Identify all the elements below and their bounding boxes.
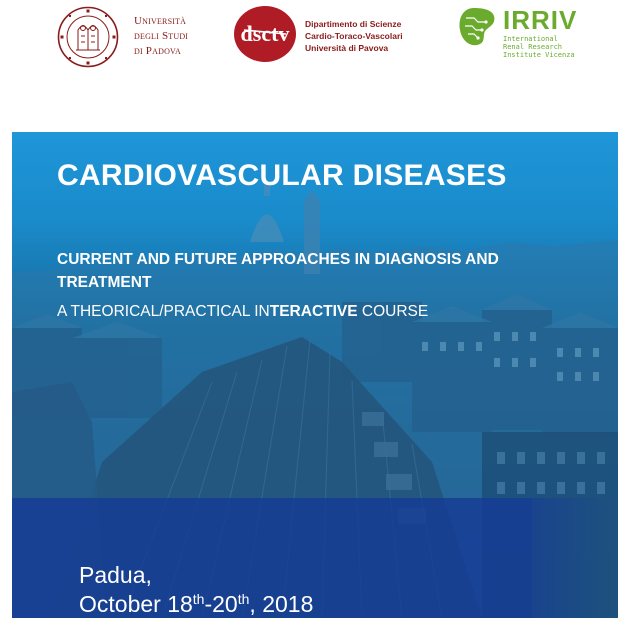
university-name-line: Università <box>134 15 187 27</box>
date-ordinal: th <box>237 591 250 607</box>
course-cover <box>12 132 618 618</box>
department-logo-icon <box>232 4 298 64</box>
course-dates <box>79 591 313 617</box>
course-type-prefix: A THEORICAL/PRACTICAL IN <box>57 303 270 320</box>
course-type <box>57 302 428 322</box>
date-start: October 18 <box>79 591 193 617</box>
department-name <box>305 18 435 54</box>
date-end: -20 <box>204 591 238 617</box>
institute-subtitle-line: International <box>503 35 558 43</box>
department-logo-mark: dsctv <box>240 21 290 46</box>
course-type-suffix: COURSE <box>357 303 429 320</box>
university-name-line: di Padova <box>134 45 181 57</box>
course-location: Padua, <box>79 562 152 588</box>
institute-subtitle-line: Institute Vicenza <box>503 51 575 59</box>
date-ordinal: th <box>192 591 205 607</box>
department-name-line: Dipartimento di Scienze <box>305 19 402 29</box>
university-name-line: degli Studi <box>134 30 189 42</box>
date-band-fade <box>532 498 618 618</box>
institute-name: IRRIV <box>503 5 578 35</box>
date-year: , 2018 <box>249 591 314 617</box>
logo-header <box>0 0 618 70</box>
kidney-icon <box>456 4 502 50</box>
university-seal-icon <box>57 6 119 68</box>
university-name <box>134 14 224 59</box>
institute-subtitle <box>503 35 575 59</box>
course-title: CARDIOVASCULAR DISEASES <box>57 159 507 192</box>
course-subtitle: CURRENT AND FUTURE APPROACHES IN DIAGNOSIS AND TREATMENT <box>57 251 499 291</box>
department-name-line: Università di Pavova <box>305 43 389 53</box>
department-name-line: Cardio-Toraco-Vascolari <box>305 31 403 41</box>
course-type-emphasis: TERACTIVE <box>269 303 358 320</box>
institute-subtitle-line: Renal Research <box>503 43 563 51</box>
